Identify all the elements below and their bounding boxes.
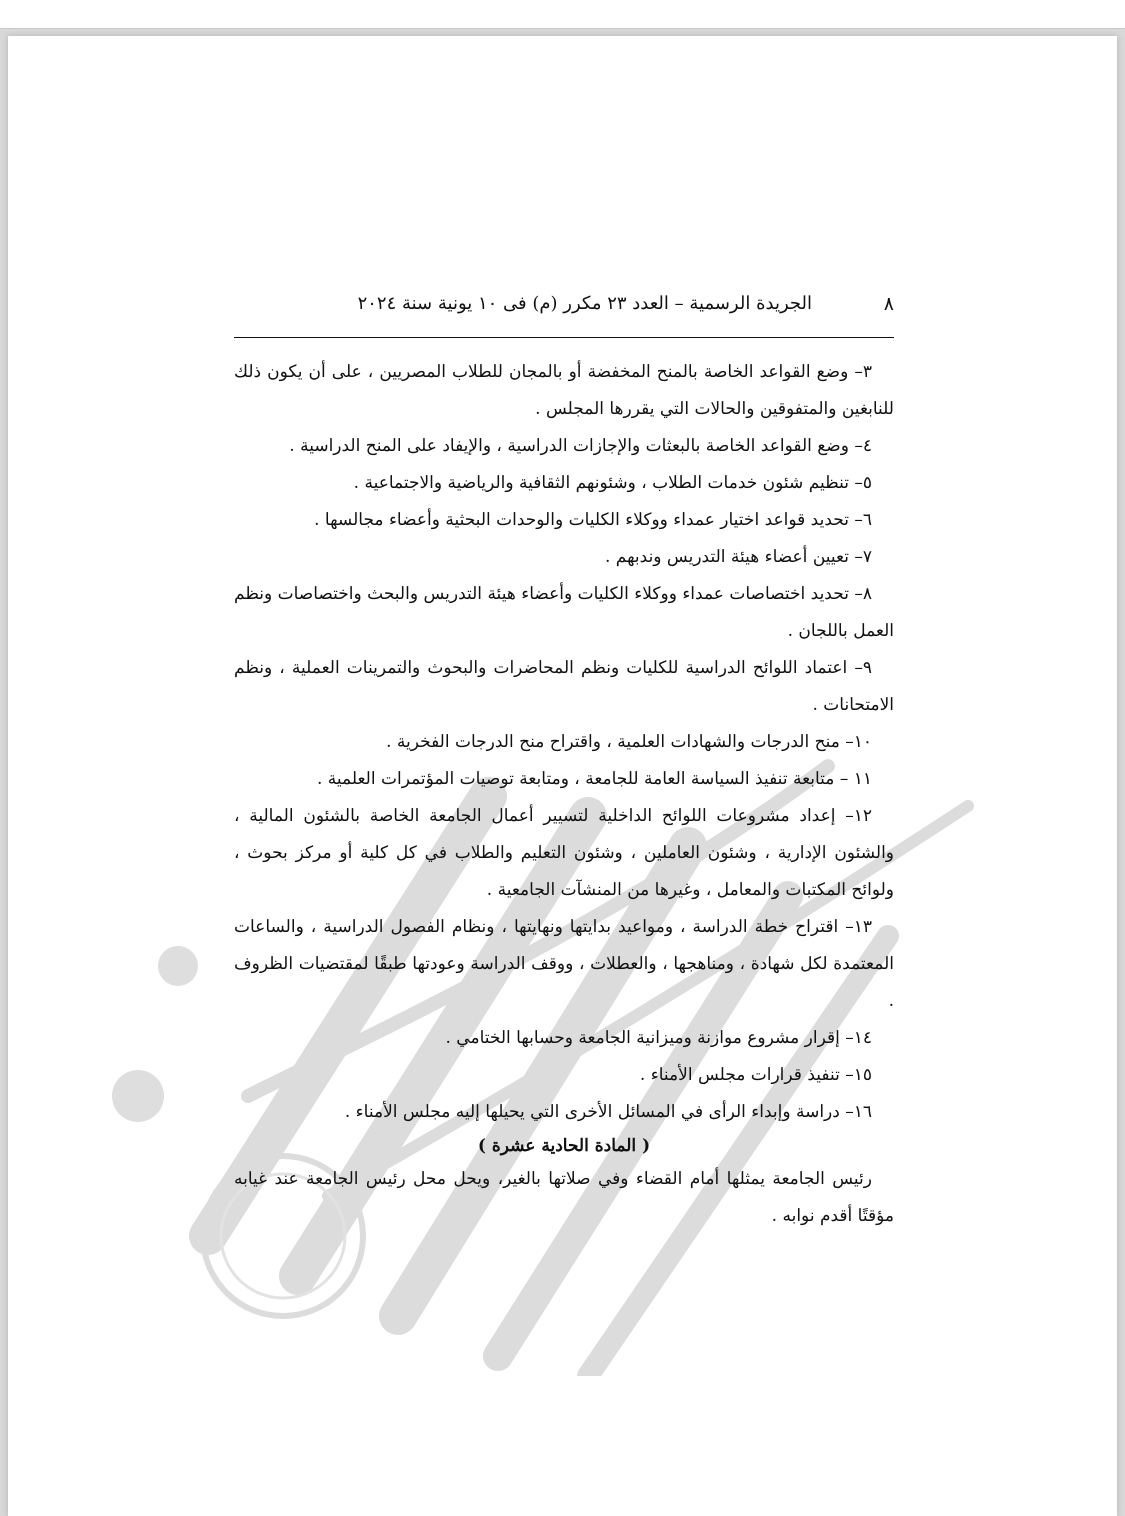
list-item: ٧– تعيين أعضاء هيئة التدريس وندبهم . bbox=[604, 547, 872, 567]
list-item: ٨– تحديد اختصاصات عمداء ووكلاء الكليات وأعضاء هيئة التدريس والبحث واختصاصات ونظم العمل باللجان . bbox=[234, 584, 894, 641]
list-item: ٩– اعتماد اللوائح الدراسية للكليات ونظم المحاضرات والبحوث والتمرينات العملية ، ونظم الامتحانات . bbox=[234, 658, 894, 715]
list-item: ١٤– إقرار مشروع موازنة وميزانية الجامعة وحسابها الختامي . bbox=[445, 1028, 872, 1048]
article-heading: ( المادة الحادية عشرة ) bbox=[477, 1136, 651, 1156]
list-item: ١١ – متابعة تنفيذ السياسة العامة للجامعة ، ومتابعة توصيات المؤتمرات العلمية . bbox=[316, 769, 872, 789]
document-page bbox=[8, 36, 1117, 1516]
list-item: ٦– تحديد قواعد اختيار عمداء ووكلاء الكليات والوحدات البحثية وأعضاء مجالسها . bbox=[314, 510, 872, 530]
list-item: ١٦– دراسة وإبداء الرأى في المسائل الأخرى التي يحيلها إليه مجلس الأمناء . bbox=[344, 1102, 872, 1122]
article-body bbox=[234, 354, 894, 1235]
list-item: ٤– وضع القواعد الخاصة بالبعثات والإجازات الدراسية ، والإيفاد على المنح الدراسية . bbox=[289, 436, 872, 456]
list-item: ٥– تنظيم شئون خدمات الطلاب ، وشئونهم الثقافية والرياضية والاجتماعية . bbox=[353, 473, 872, 493]
running-header bbox=[234, 291, 894, 338]
article-paragraph: رئيس الجامعة يمثلها أمام القضاء وفي صلاتها بالغير، ويحل محل رئيس الجامعة عند غيابه مؤقتًا أقدم نوابه . bbox=[234, 1169, 894, 1226]
viewer-top-bar bbox=[0, 0, 1125, 29]
list-item: ٣– وضع القواعد الخاصة بالمنح المخفضة أو بالمجان للطلاب المصريين ، على أن يكون ذلك للنابغين والمتفوقين والحالات التي يقررها المجلس . bbox=[234, 362, 894, 419]
list-item: ١٢– إعداد مشروعات اللوائح الداخلية لتسيير أعمال الجامعة الخاصة بالشئون المالية ، والشئون الإدارية ، وشئون العاملين ، وشئون التعليم والطلاب في كل كلية أو مركز بحوث ، ولوائح المكتبات والمعامل ، وغيرها من المنشآت الجامعية . bbox=[234, 806, 894, 900]
list-item: ١٥– تنفيذ قرارات مجلس الأمناء . bbox=[639, 1065, 872, 1085]
list-item: ١٣– اقتراح خطة الدراسة ، ومواعيد بدايتها ونهايتها ، ونظام الفصول الدراسية ، والساعات المعتمدة لكل شهادة ، ومناهجها ، والعطلات ، ووقف الدراسة وعودتها طبقًا لمقتضيات الظروف . bbox=[234, 917, 894, 1011]
page-number: ٨ bbox=[883, 293, 894, 315]
list-item: ١٠– منح الدرجات والشهادات العلمية ، واقتراح منح الدرجات الفخرية . bbox=[386, 732, 872, 752]
gazette-title: الجريدة الرسمية – العدد ٢٣ مكرر (م) فى ١٠ يونية سنة ٢٠٢٤ bbox=[357, 293, 812, 314]
